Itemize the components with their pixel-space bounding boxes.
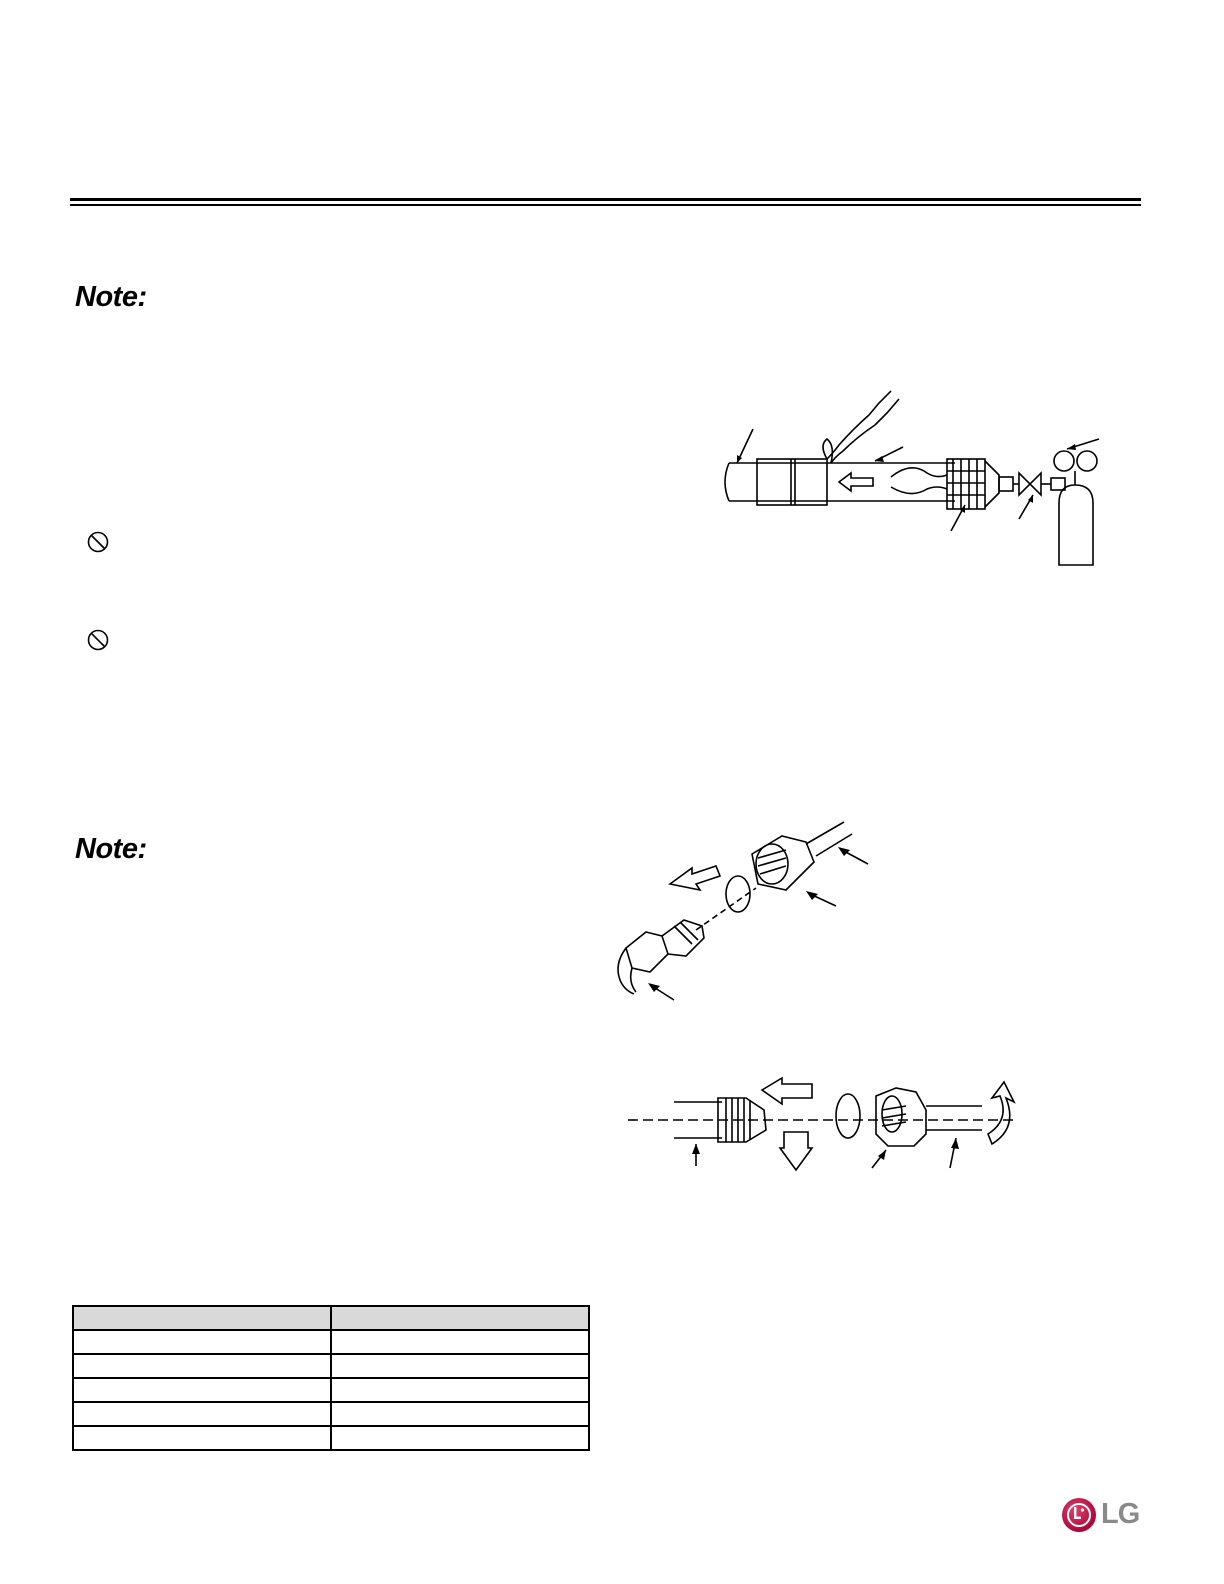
table-cell — [331, 1354, 589, 1378]
table-row — [73, 1402, 589, 1426]
table-cell — [73, 1354, 331, 1378]
table-row — [73, 1378, 589, 1402]
table-cell — [331, 1378, 589, 1402]
table-row — [73, 1354, 589, 1378]
lg-logo-icon — [1061, 1497, 1097, 1533]
fitting-alignment-diagram — [626, 1076, 1018, 1176]
table-header-cell — [331, 1306, 589, 1330]
lg-logo — [1061, 1497, 1143, 1533]
table-header-row — [73, 1306, 589, 1330]
prohibition-icon — [87, 629, 109, 651]
table-cell — [73, 1402, 331, 1426]
table-row — [73, 1330, 589, 1354]
prohibition-icon — [87, 531, 109, 553]
note-label-2: Note: — [75, 833, 147, 865]
table-cell — [73, 1378, 331, 1402]
table-cell — [73, 1330, 331, 1354]
table-header-cell — [73, 1306, 331, 1330]
table-cell — [331, 1426, 589, 1450]
header-rule-thin — [70, 204, 1141, 206]
note-label-1: Note: — [75, 281, 147, 313]
flare-connection-diagram — [606, 814, 881, 1008]
lg-logo-text: LG — [1101, 1498, 1140, 1530]
header-rule-thick — [70, 198, 1141, 201]
table-cell — [331, 1402, 589, 1426]
table-row — [73, 1426, 589, 1450]
spec-table — [72, 1305, 590, 1451]
table-cell — [331, 1330, 589, 1354]
brazing-nitrogen-diagram — [715, 385, 1115, 570]
table-cell — [73, 1426, 331, 1450]
